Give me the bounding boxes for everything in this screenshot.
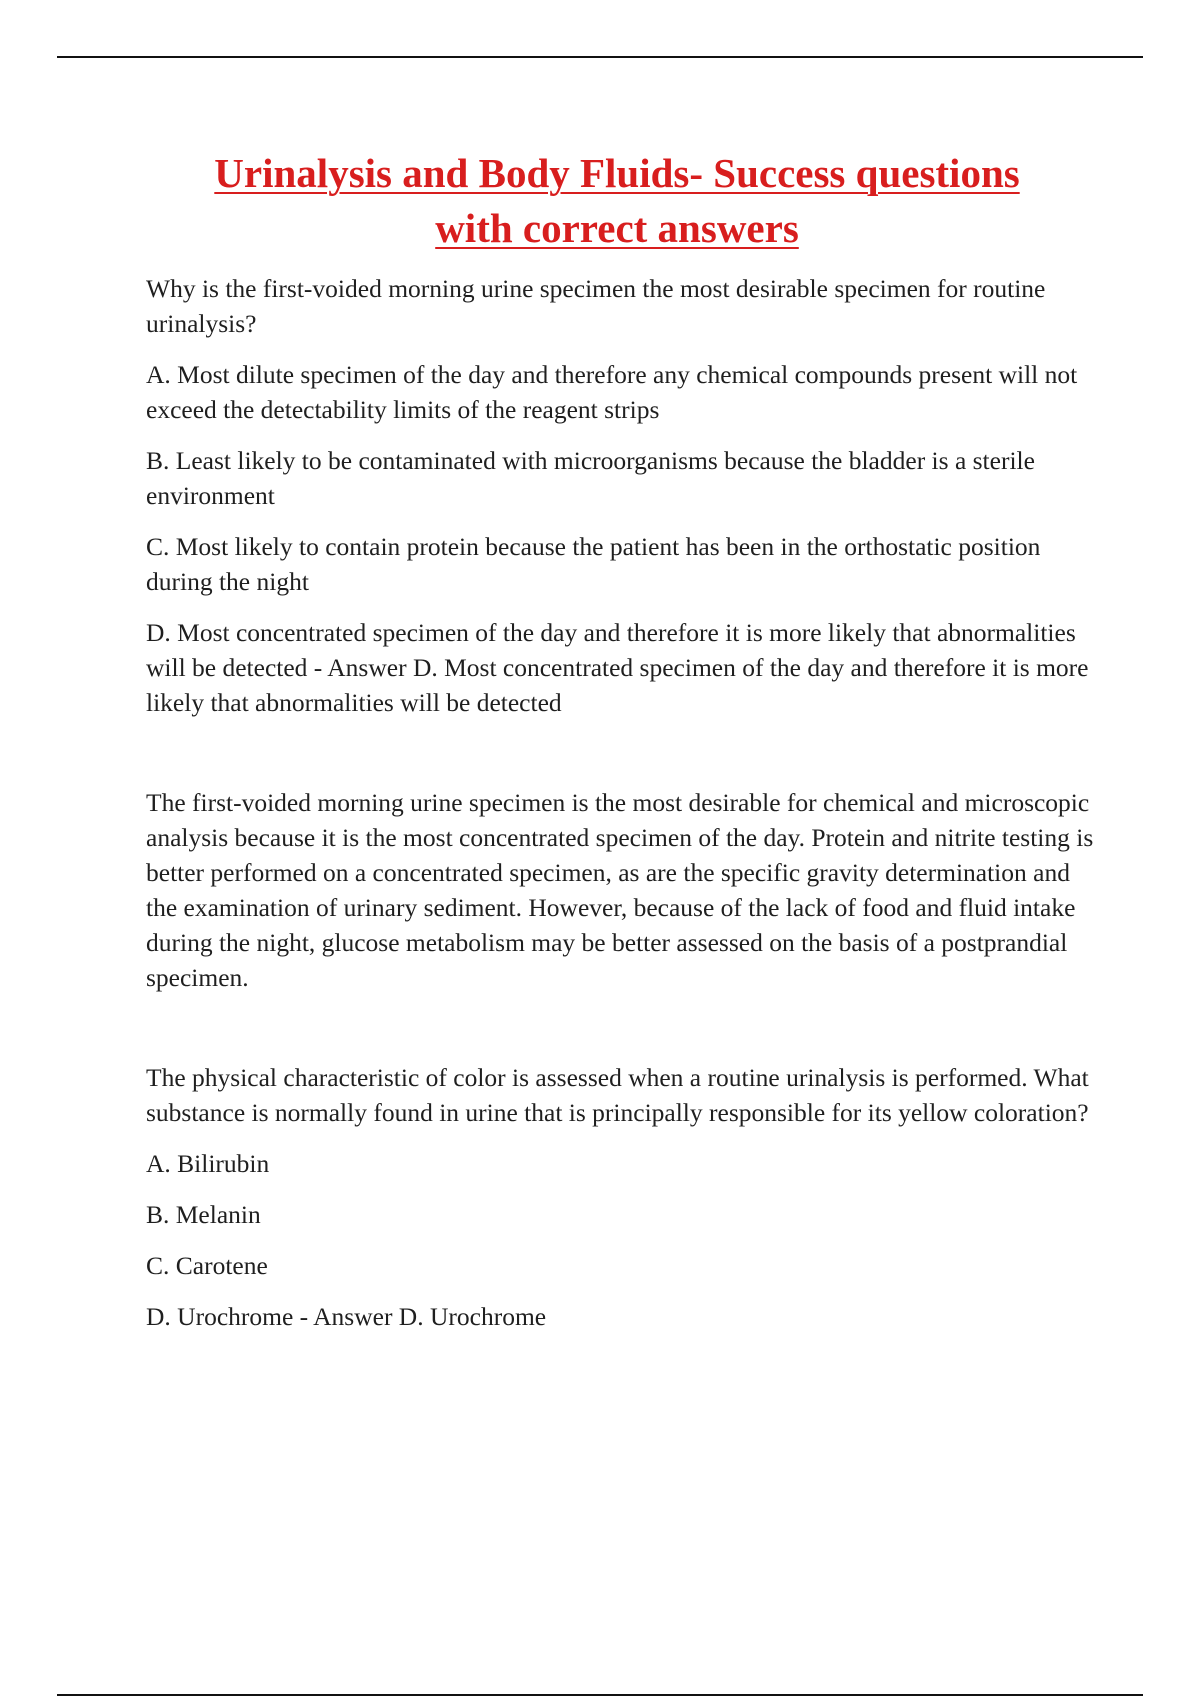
question-2-option-a: A. Bilirubin — [146, 1149, 270, 1178]
question-2-option-d-answer: D. Urochrome - Answer D. Urochrome — [146, 1302, 547, 1331]
bottom-rule — [57, 1694, 1143, 1696]
title-line-2: with correct answers — [435, 205, 799, 251]
question-1-explanation: The first-voided morning urine specimen is the most desirable for chemical and microscopic analysis because it is the most concentrated specimen of the day. Protein and nitrite testing is better performed on a concentrated specimen, as are the specific gravity determination and the examination of urinary sediment. However, because of the lack of food and fluid intake during the night, glucose metabolism may be better assessed on the basis of a postprandial specimen. — [146, 788, 1094, 992]
top-rule — [57, 56, 1143, 58]
document-body — [146, 271, 1096, 1350]
question-2-option-c: C. Carotene — [146, 1251, 268, 1280]
question-1-option-a: A. Most dilute specimen of the day and therefore any chemical compounds present will not exceed the detectability limits of the reagent strips — [146, 360, 1078, 424]
question-1-option-c: C. Most likely to contain protein because the patient has been in the orthostatic position during the night — [146, 532, 1041, 596]
title-line-1: Urinalysis and Body Fluids- Success questions — [214, 150, 1020, 196]
question-1-option-d-answer: D. Most concentrated specimen of the day and therefore it is more likely that abnormalities will be detected - Answer D. Most concentrated specimen of the day and therefore it is more likely that abnormalities will be detected — [146, 618, 1089, 717]
question-1-prompt: Why is the first-voided morning urine specimen the most desirable specimen for routine urinalysis? — [146, 274, 1046, 338]
document-title — [120, 146, 1114, 256]
question-2-prompt: The physical characteristic of color is assessed when a routine urinalysis is performed. What substance is normally found in urine that is principally responsible for its yellow coloration? — [146, 1063, 1089, 1127]
question-1-option-b: B. Least likely to be contaminated with microorganisms because the bladder is a sterile environment — [146, 446, 1035, 510]
question-2-option-b: B. Melanin — [146, 1200, 261, 1229]
